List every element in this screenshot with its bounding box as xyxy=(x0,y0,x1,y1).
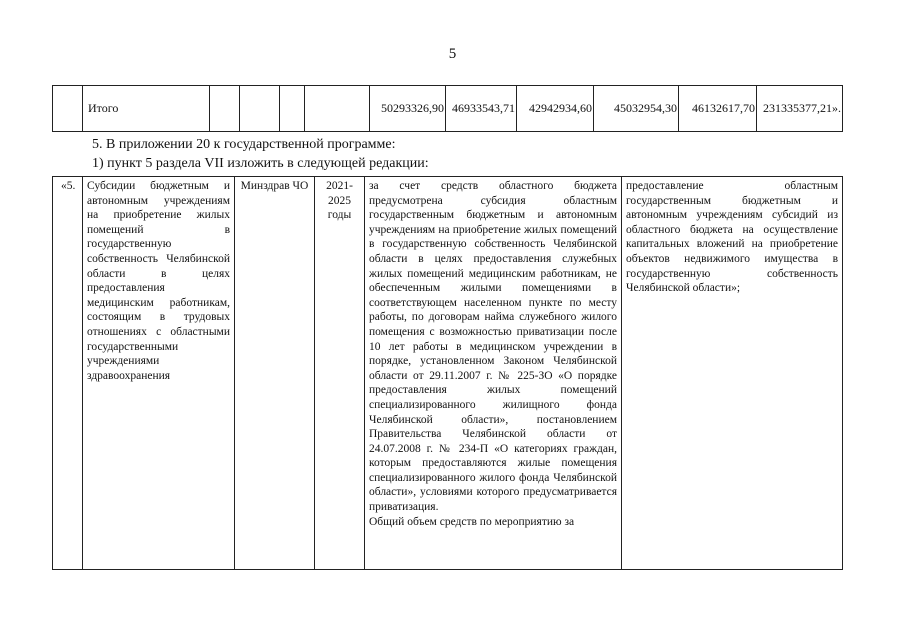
executor: Минздрав ЧО xyxy=(235,177,315,570)
amendment-subparagraph: 1) пункт 5 раздела VII изложить в следующей редакции: xyxy=(92,156,429,171)
totals-value: 231335377,21». xyxy=(757,86,843,132)
totals-empty-cell xyxy=(280,86,305,132)
totals-value: 50293326,90 xyxy=(370,86,446,132)
totals-value: 42942934,60 xyxy=(517,86,594,132)
measures-table xyxy=(52,176,843,570)
measure-row xyxy=(53,177,843,570)
totals-empty-cell xyxy=(240,86,280,132)
row-number: «5. xyxy=(53,177,83,570)
totals-value: 46132617,70 xyxy=(679,86,757,132)
totals-value: 46933543,71 xyxy=(446,86,517,132)
description-text: за счет средств областного бюджета предусмотрена субсидия областным государственным бюджетным и автономным учреждениям на приобретение жилых помещений в государственную собственность Челябинской области в целях предоставления служебных жилых помещений медицинским работникам, не обеспеченным жилыми помещениями в соответствующем населенном пункте по месту работы, по договорам найма служебного жилого помещения с возможностью приватизации после 10 лет работы в медицинском учреждении в порядке, установленном Законом Челябинской области от 29.11.2007 г. № 225-ЗО «О порядке предоставления жилых помещений специализированного жилищного фонда Челябинской области», постановлением Правительства Челябинской области от 24.07.2008 г. № 234-П «О категориях граждан, которым предоставляются жилые помещения специализированного жилого фонда Челябинской области», условиями которого предусматривается приватизация. xyxy=(369,180,617,514)
totals-row xyxy=(53,86,843,132)
totals-value: 45032954,30 xyxy=(594,86,679,132)
measure-description xyxy=(365,177,622,570)
totals-empty-cell xyxy=(210,86,240,132)
page-number: 5 xyxy=(448,46,457,62)
amendment-paragraph: 5. В приложении 20 к государственной программе: xyxy=(92,137,396,152)
totals-label: Итого xyxy=(83,86,210,132)
description-continued: Общий объем средств по мероприятию за xyxy=(369,515,575,528)
measure-purpose: предоставление областным государственным бюджетным и автономным учреждениям субсидий из областного бюджета на осуществление капитальных вложений на приобретение объектов недвижимого имущества в государственную собственность Челябинской области»; xyxy=(622,177,843,570)
measure-name: Субсидии бюджетным и автономным учреждениям на приобретение жилых помещений в государственную собственность Челябинской области в целях предоставления медицинским работникам, состоящим в трудовых отношениях с областными государственными учреждениями здравоохранения xyxy=(83,177,235,570)
totals-empty-cell xyxy=(53,86,83,132)
totals-empty-cell xyxy=(305,86,370,132)
years: 2021-2025 годы xyxy=(315,177,365,570)
totals-table xyxy=(52,85,843,132)
